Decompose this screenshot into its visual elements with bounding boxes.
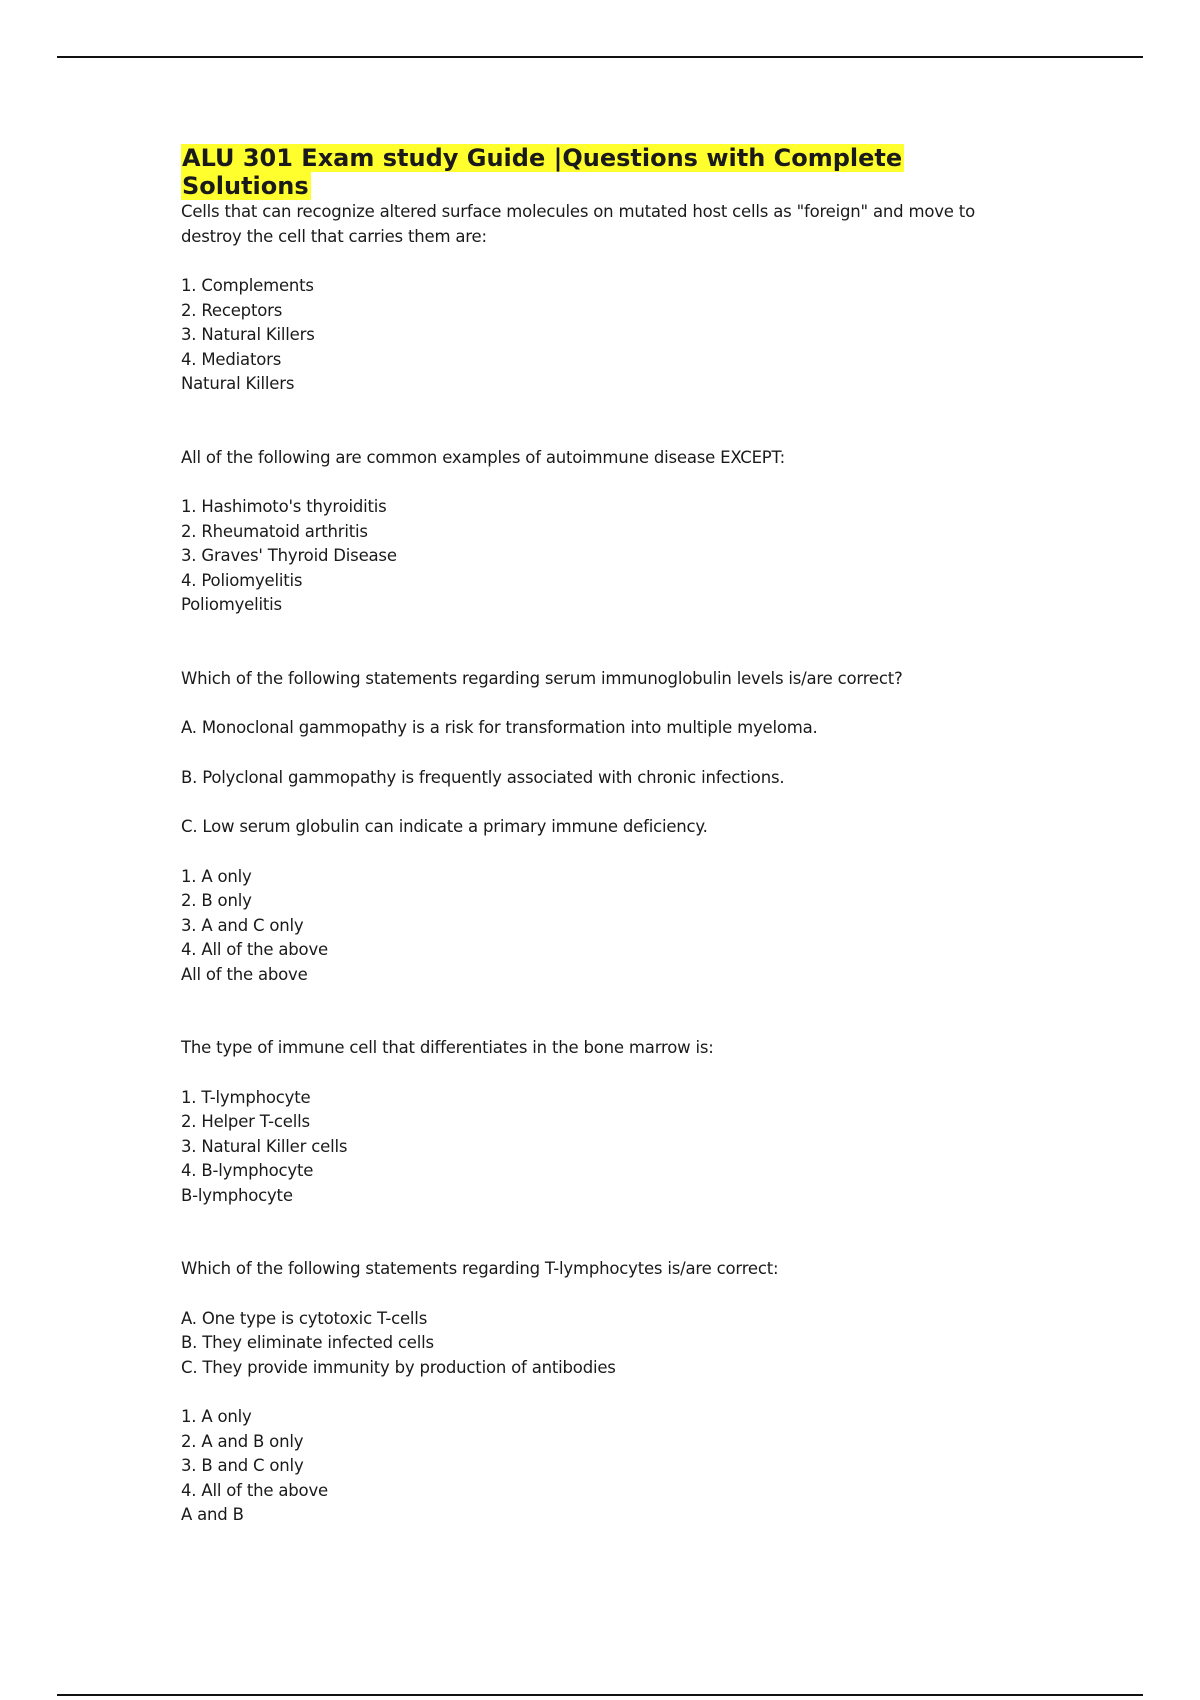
correct-answer: B-lymphocyte — [181, 1185, 293, 1205]
answer-option: 4. Mediators — [181, 349, 282, 369]
statement: A. Monoclonal gammopathy is a risk for transformation into multiple myeloma. — [181, 718, 818, 737]
answer-option: 4. All of the above — [181, 1480, 328, 1500]
answer-option: 2. A and B only — [181, 1431, 304, 1451]
correct-answer: Poliomyelitis — [181, 595, 282, 614]
answer-option: 2. Receptors — [181, 300, 283, 320]
answer-option: 1. T-lymphocyte — [181, 1087, 311, 1107]
question-stem: Which of the following statements regarding T-lymphocytes is/are correct: — [181, 1259, 779, 1278]
answer-option: 1. A only — [181, 1407, 252, 1426]
document-title — [181, 144, 1021, 200]
statement: C. Low serum globulin can indicate a primary immune deficiency. — [181, 817, 708, 836]
answer-option: 3. A and C only — [181, 915, 304, 935]
answer-option: 1. A only — [181, 866, 252, 886]
answer-option: 3. Graves' Thyroid Disease — [181, 546, 397, 565]
answer-option: 1. Hashimoto's thyroiditis — [181, 497, 387, 516]
question-3 — [181, 667, 1021, 988]
header-rule — [57, 56, 1143, 58]
question-stem: The type of immune cell that differentiates in the bone marrow is: — [181, 1038, 714, 1057]
answer-option: 3. B and C only — [181, 1456, 304, 1475]
answer-option: 4. Poliomyelitis — [181, 570, 303, 590]
statement: C. They provide immunity by production of antibodies — [181, 1357, 616, 1377]
answer-option: 4. B-lymphocyte — [181, 1161, 314, 1180]
answer-option: 2. Helper T-cells — [181, 1112, 310, 1131]
question-stem: Cells that can recognize altered surface molecules on mutated host cells as "foreign" and move to destroy the cell that carries them are: — [181, 202, 981, 246]
footer-rule — [57, 1694, 1143, 1696]
correct-answer: All of the above — [181, 964, 308, 984]
correct-answer: Natural Killers — [181, 374, 295, 393]
question-stem: Which of the following statements regarding serum immunoglobulin levels is/are correct? — [181, 668, 903, 688]
statement: B. Polyclonal gammopathy is frequently associated with chronic infections. — [181, 767, 785, 787]
answer-option: 1. Complements — [181, 276, 314, 295]
question-4 — [181, 1036, 1021, 1208]
answer-option: 2. B only — [181, 891, 252, 910]
statement: A. One type is cytotoxic T-cells — [181, 1308, 428, 1328]
question-1 — [181, 200, 1021, 397]
question-5 — [181, 1257, 1021, 1528]
answer-option: 4. All of the above — [181, 940, 328, 959]
answer-option: 2. Rheumatoid arthritis — [181, 521, 368, 541]
statement: B. They eliminate infected cells — [181, 1333, 434, 1352]
document-body — [181, 144, 1021, 1528]
answer-option: 3. Natural Killer cells — [181, 1136, 348, 1156]
correct-answer: A and B — [181, 1505, 244, 1524]
title-highlight: ALU 301 Exam study Guide |Questions with Complete Solutions — [182, 144, 903, 200]
question-stem: All of the following are common examples of autoimmune disease EXCEPT: — [181, 447, 785, 467]
answer-option: 3. Natural Killers — [181, 325, 315, 344]
question-2 — [181, 446, 1021, 618]
